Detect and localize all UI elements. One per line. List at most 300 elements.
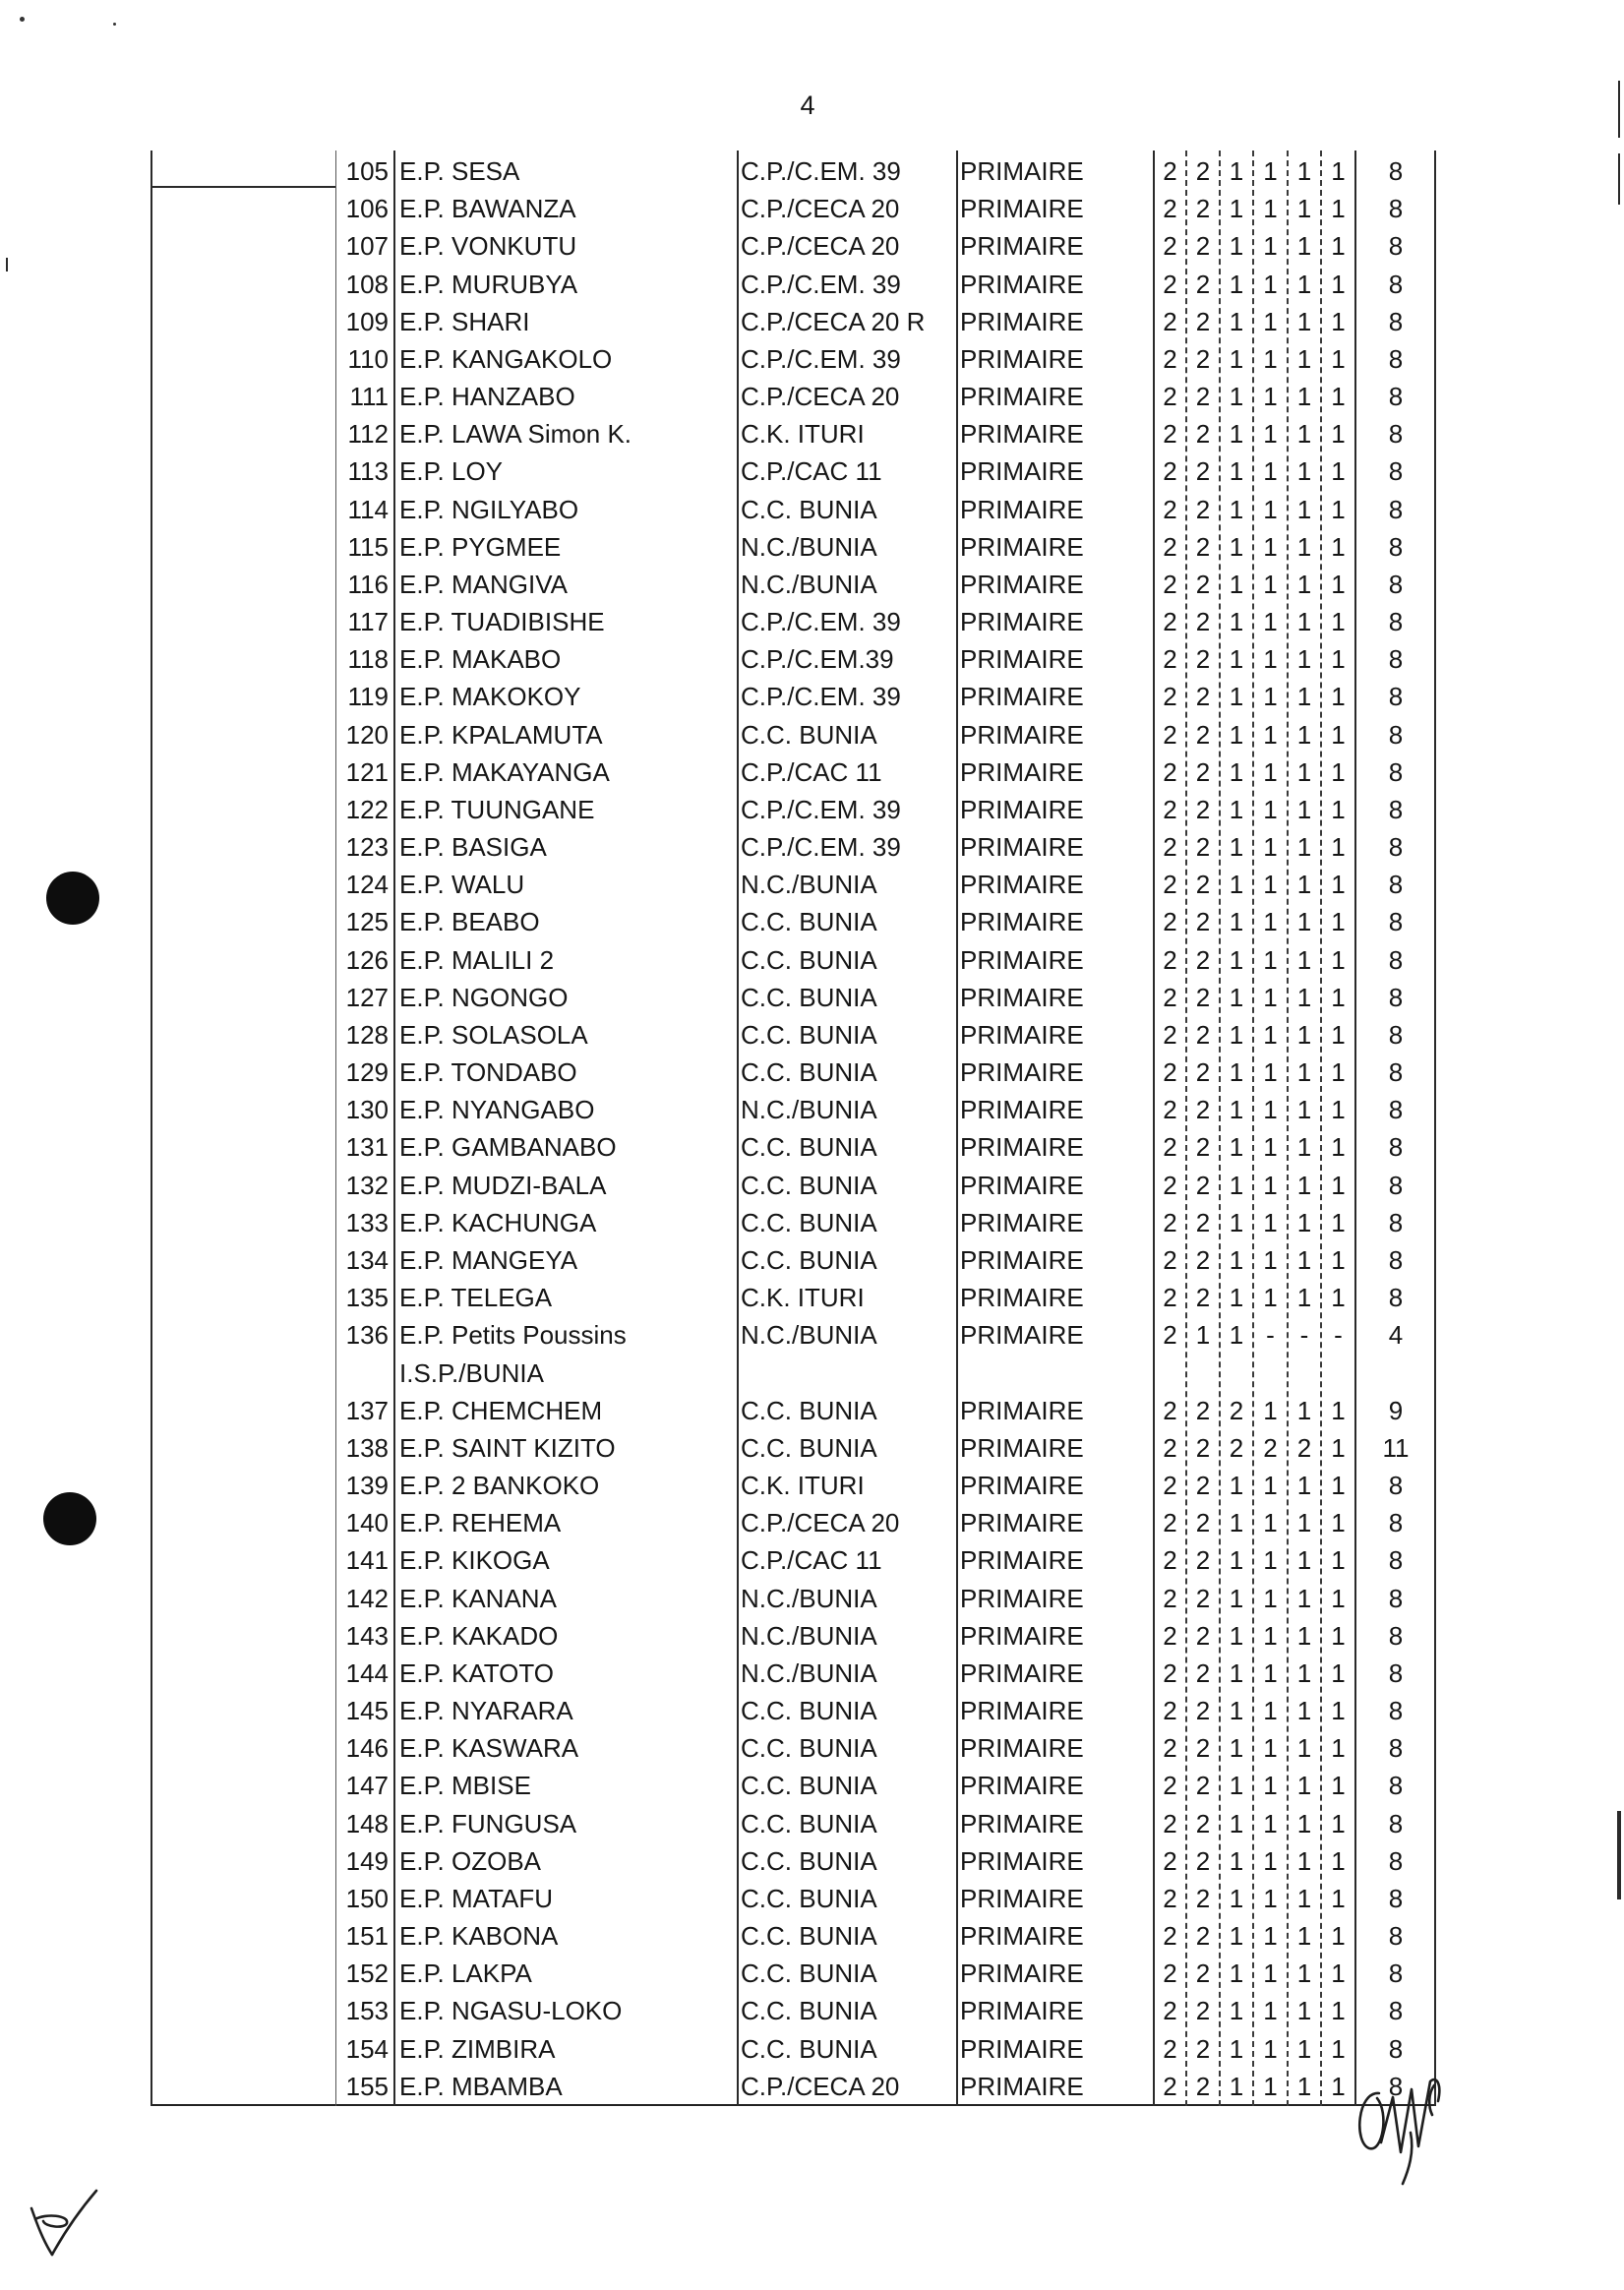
blank-cell xyxy=(150,791,335,828)
level-count: 2 xyxy=(1195,306,1211,336)
level-count: 2 xyxy=(1163,1921,1177,1952)
level-count: 1 xyxy=(1229,1283,1244,1313)
level-count: 1 xyxy=(1331,832,1346,863)
blank-cell xyxy=(150,1955,335,1992)
school-name-cell xyxy=(394,716,738,753)
school-type: PRIMAIRE xyxy=(960,907,1084,937)
level-count: 1 xyxy=(1331,269,1346,299)
school-name-cell xyxy=(394,1880,738,1917)
network-code: C.C. BUNIA xyxy=(741,494,877,524)
row-number: 117 xyxy=(347,607,389,637)
level-count: 1 xyxy=(1229,1170,1244,1200)
school-type: PRIMAIRE xyxy=(960,343,1084,374)
blank-cell xyxy=(150,941,335,979)
level-count: 1 xyxy=(1296,269,1312,299)
level-count: 1 xyxy=(1263,306,1278,336)
table-row xyxy=(150,303,1436,340)
school-name: E.P. ZIMBIRA xyxy=(399,2033,556,2064)
total-count: 8 xyxy=(1388,607,1404,637)
level-count: - xyxy=(1299,1320,1309,1351)
row-number: 124 xyxy=(345,870,389,900)
row-number: 106 xyxy=(345,194,389,224)
table-row xyxy=(150,340,1436,378)
network-code: C.P./CECA 20 xyxy=(741,231,900,262)
level-count: 2 xyxy=(1163,2071,1177,2101)
level-count: 2 xyxy=(1195,1771,1211,1801)
level-count: 2 xyxy=(1195,231,1211,262)
school-type: PRIMAIRE xyxy=(960,719,1084,750)
level-count: 1 xyxy=(1229,1545,1244,1576)
level-count: 1 xyxy=(1229,306,1244,336)
school-name-cell xyxy=(394,1392,738,1429)
level-count: 1 xyxy=(1331,794,1346,824)
row-number: 130 xyxy=(345,1095,389,1125)
level-count: 2 xyxy=(1195,1921,1211,1952)
level-count: 1 xyxy=(1296,1471,1312,1501)
level-count: 2 xyxy=(1163,194,1177,224)
level-count: 2 xyxy=(1195,382,1211,412)
blank-cell xyxy=(150,678,335,715)
school-name-cell xyxy=(394,528,738,566)
row-number: 147 xyxy=(345,1771,389,1801)
level-count: 2 xyxy=(1163,1583,1177,1613)
level-count: 1 xyxy=(1229,1959,1244,1989)
level-count: 1 xyxy=(1331,1019,1346,1050)
school-type: PRIMAIRE xyxy=(960,1771,1084,1801)
level-count: 2 xyxy=(1195,1620,1211,1651)
level-count: - xyxy=(1266,1320,1275,1351)
total-count: 8 xyxy=(1388,1283,1404,1313)
level-count: 2 xyxy=(1195,607,1211,637)
school-name-cell xyxy=(394,190,738,227)
level-count: 1 xyxy=(1229,2033,1244,2064)
school-type: PRIMAIRE xyxy=(960,1320,1084,1351)
level-count: 1 xyxy=(1263,644,1278,675)
level-count: 1 xyxy=(1331,1244,1346,1275)
level-count: 1 xyxy=(1296,982,1312,1012)
network-code: C.C. BUNIA xyxy=(741,1921,877,1952)
school-name: E.P. MALILI 2 xyxy=(399,944,555,975)
scan-edge-mark xyxy=(1618,153,1620,205)
level-count: 2 xyxy=(1163,1771,1177,1801)
total-count: 8 xyxy=(1388,231,1404,262)
level-count: 2 xyxy=(1163,494,1177,524)
level-count: 1 xyxy=(1229,870,1244,900)
table-row xyxy=(150,866,1436,903)
row-number: 114 xyxy=(347,494,389,524)
school-name: E.P. KATOTO xyxy=(399,1657,555,1688)
level-count: 1 xyxy=(1296,1170,1312,1200)
level-count: 2 xyxy=(1163,1996,1177,2026)
level-count: 1 xyxy=(1229,607,1244,637)
table-row xyxy=(150,1655,1436,1692)
level-count: 1 xyxy=(1331,194,1346,224)
level-count: 2 xyxy=(1163,719,1177,750)
row-number: 105 xyxy=(345,156,389,186)
network-code: C.C. BUNIA xyxy=(741,1808,877,1838)
total-count: 8 xyxy=(1388,1244,1404,1275)
table-row xyxy=(150,1842,1436,1880)
level-count: 1 xyxy=(1229,907,1244,937)
level-count: 1 xyxy=(1331,644,1346,675)
level-count: 1 xyxy=(1263,1883,1278,1913)
table-row xyxy=(150,227,1436,265)
network-code: C.P./CAC 11 xyxy=(741,756,882,787)
level-count: 1 xyxy=(1331,231,1346,262)
level-count: 1 xyxy=(1296,306,1312,336)
table-row xyxy=(150,152,1436,190)
level-count: 2 xyxy=(1195,569,1211,599)
row-number: 121 xyxy=(345,756,389,787)
level-count: 1 xyxy=(1229,794,1244,824)
row-number: 116 xyxy=(347,569,389,599)
level-count: 1 xyxy=(1331,306,1346,336)
network-code: N.C./BUNIA xyxy=(741,1320,877,1351)
row-number: 120 xyxy=(345,719,389,750)
level-count: 1 xyxy=(1296,794,1312,824)
level-count: 1 xyxy=(1296,644,1312,675)
total-count: 8 xyxy=(1388,306,1404,336)
network-code: N.C./BUNIA xyxy=(741,1620,877,1651)
school-name-cell xyxy=(394,1128,738,1166)
school-name: E.P. MATAFU xyxy=(399,1883,554,1913)
blank-cell xyxy=(150,1917,335,1955)
school-name: E.P. NGILYABO xyxy=(399,494,579,524)
punch-hole xyxy=(46,872,99,925)
level-count: 1 xyxy=(1296,1057,1312,1088)
school-name-cell xyxy=(394,340,738,378)
level-count: 2 xyxy=(1263,1432,1278,1463)
school-name: E.P. LAKPA xyxy=(399,1959,532,1989)
level-count: 1 xyxy=(1296,832,1312,863)
level-count: 1 xyxy=(1263,1808,1278,1838)
level-count: 2 xyxy=(1163,1019,1177,1050)
level-count: 2 xyxy=(1195,494,1211,524)
level-count: 1 xyxy=(1331,1657,1346,1688)
level-count: 1 xyxy=(1229,1657,1244,1688)
network-code: C.C. BUNIA xyxy=(741,1883,877,1913)
level-count: 2 xyxy=(1163,569,1177,599)
table-row xyxy=(150,566,1436,603)
level-count: 1 xyxy=(1229,1132,1244,1163)
school-name-cell xyxy=(394,266,738,303)
school-name-cell xyxy=(394,1617,738,1655)
level-count: 1 xyxy=(1263,1170,1278,1200)
level-count: 1 xyxy=(1229,832,1244,863)
blank-cell xyxy=(150,491,335,528)
total-count: 4 xyxy=(1388,1320,1404,1351)
total-count: 8 xyxy=(1388,269,1404,299)
level-count: 1 xyxy=(1331,2033,1346,2064)
school-name-cell xyxy=(394,491,738,528)
level-count: 1 xyxy=(1331,156,1346,186)
blank-cell xyxy=(150,603,335,640)
level-count: 2 xyxy=(1229,1395,1244,1425)
level-count: 1 xyxy=(1229,1095,1244,1125)
network-code: C.C. BUNIA xyxy=(741,1395,877,1425)
school-type: PRIMAIRE xyxy=(960,194,1084,224)
level-count: 2 xyxy=(1163,156,1177,186)
level-count: 1 xyxy=(1296,1583,1312,1613)
school-name-cell xyxy=(394,227,738,265)
level-count: 1 xyxy=(1296,1657,1312,1688)
level-count: 1 xyxy=(1296,1207,1312,1237)
level-count: 1 xyxy=(1331,756,1346,787)
school-name-cell xyxy=(394,1504,738,1541)
level-count: 1 xyxy=(1263,1283,1278,1313)
level-count: 1 xyxy=(1331,343,1346,374)
level-count: 1 xyxy=(1263,2033,1278,2064)
school-name: E.P. MBISE xyxy=(399,1771,531,1801)
school-name-cell xyxy=(394,1955,738,1992)
blank-cell xyxy=(150,1016,335,1054)
school-name-cell xyxy=(394,303,738,340)
row-number: 146 xyxy=(345,1733,389,1764)
network-code: C.K. ITURI xyxy=(741,419,865,450)
level-count: 1 xyxy=(1296,1620,1312,1651)
school-name: E.P. KAKADO xyxy=(399,1620,559,1651)
table-row xyxy=(150,2030,1436,2068)
level-count: - xyxy=(1334,1320,1343,1351)
table-row xyxy=(150,1241,1436,1279)
school-type: PRIMAIRE xyxy=(960,1620,1084,1651)
total-count: 8 xyxy=(1388,719,1404,750)
blank-cell xyxy=(150,1054,335,1091)
level-count: 1 xyxy=(1296,1808,1312,1838)
total-count: 8 xyxy=(1388,832,1404,863)
school-type: PRIMAIRE xyxy=(960,607,1084,637)
level-count: 2 xyxy=(1163,306,1177,336)
network-code: C.C. BUNIA xyxy=(741,2033,877,2064)
row-number: 128 xyxy=(345,1019,389,1050)
level-count: 1 xyxy=(1263,1657,1278,1688)
school-name: E.P. GAMBANABO xyxy=(399,1132,617,1163)
school-type: PRIMAIRE xyxy=(960,1395,1084,1425)
school-type: PRIMAIRE xyxy=(960,531,1084,562)
level-count: 1 xyxy=(1296,194,1312,224)
level-count: 1 xyxy=(1296,1921,1312,1952)
level-count: 1 xyxy=(1331,1845,1346,1876)
level-count: 1 xyxy=(1331,1170,1346,1200)
level-count: 1 xyxy=(1296,907,1312,937)
total-count: 8 xyxy=(1388,1959,1404,1989)
total-count: 8 xyxy=(1388,456,1404,487)
school-type: PRIMAIRE xyxy=(960,756,1084,787)
school-name-cell xyxy=(394,941,738,979)
school-type: PRIMAIRE xyxy=(960,1583,1084,1613)
table-row xyxy=(150,1279,1436,1316)
level-count: 2 xyxy=(1195,1545,1211,1576)
level-count: 1 xyxy=(1331,1583,1346,1613)
total-count: 8 xyxy=(1388,1883,1404,1913)
level-count: 2 xyxy=(1195,531,1211,562)
level-count: 2 xyxy=(1163,832,1177,863)
level-count: 1 xyxy=(1229,231,1244,262)
school-type: PRIMAIRE xyxy=(960,944,1084,975)
level-count: 1 xyxy=(1296,1883,1312,1913)
table-row xyxy=(150,378,1436,415)
school-name-cell xyxy=(394,1655,738,1692)
level-count: 1 xyxy=(1229,343,1244,374)
level-count: 2 xyxy=(1195,794,1211,824)
total-count: 8 xyxy=(1388,531,1404,562)
level-count: 1 xyxy=(1229,1808,1244,1838)
network-code: C.C. BUNIA xyxy=(741,1959,877,1989)
level-count: 1 xyxy=(1331,419,1346,450)
row-number: 142 xyxy=(345,1583,389,1613)
level-count: 1 xyxy=(1296,343,1312,374)
level-count: 1 xyxy=(1263,1207,1278,1237)
level-count: 2 xyxy=(1195,1996,1211,2026)
network-code: C.C. BUNIA xyxy=(741,1696,877,1726)
level-count: 1 xyxy=(1331,682,1346,712)
level-count: 1 xyxy=(1331,1095,1346,1125)
school-name: E.P. MAKABO xyxy=(399,644,562,675)
level-count: 1 xyxy=(1263,1733,1278,1764)
table-row xyxy=(150,1316,1436,1391)
network-code: C.C. BUNIA xyxy=(741,982,877,1012)
total-count: 8 xyxy=(1388,2071,1404,2101)
school-name-cell xyxy=(394,378,738,415)
school-type: PRIMAIRE xyxy=(960,1657,1084,1688)
school-name: E.P. MAKAYANGA xyxy=(399,756,610,787)
school-name: E.P. VONKUTU xyxy=(399,231,577,262)
level-count: 1 xyxy=(1229,382,1244,412)
school-type: PRIMAIRE xyxy=(960,682,1084,712)
level-count: 2 xyxy=(1195,2071,1211,2101)
level-count: 1 xyxy=(1331,1432,1346,1463)
school-type: PRIMAIRE xyxy=(960,306,1084,336)
level-count: 1 xyxy=(1263,2071,1278,2101)
blank-cell xyxy=(150,2068,335,2105)
level-count: 1 xyxy=(1263,456,1278,487)
school-name: E.P. SHARI xyxy=(399,306,530,336)
level-count: 2 xyxy=(1195,1883,1211,1913)
row-number: 136 xyxy=(345,1320,389,1351)
blank-cell xyxy=(150,452,335,490)
level-count: 1 xyxy=(1263,382,1278,412)
level-count: 1 xyxy=(1296,1545,1312,1576)
level-count: 2 xyxy=(1195,644,1211,675)
total-count: 8 xyxy=(1388,644,1404,675)
level-count: 2 xyxy=(1163,1057,1177,1088)
school-name-cell xyxy=(394,2068,738,2105)
school-name-continuation: I.S.P./BUNIA xyxy=(399,1357,544,1388)
level-count: 2 xyxy=(1163,682,1177,712)
row-number: 129 xyxy=(345,1057,389,1088)
level-count: 2 xyxy=(1163,1845,1177,1876)
network-code: C.P./CECA 20 xyxy=(741,382,900,412)
blank-cell xyxy=(150,152,335,190)
level-count: 1 xyxy=(1263,194,1278,224)
level-count: 2 xyxy=(1163,1545,1177,1576)
table-row xyxy=(150,828,1436,866)
level-count: 1 xyxy=(1296,1771,1312,1801)
level-count: 1 xyxy=(1296,1095,1312,1125)
level-count: 1 xyxy=(1296,1283,1312,1313)
table-row xyxy=(150,753,1436,791)
table-row xyxy=(150,979,1436,1016)
level-count: 1 xyxy=(1263,982,1278,1012)
blank-cell xyxy=(150,227,335,265)
table-row xyxy=(150,1917,1436,1955)
school-name: E.P. 2 BANKOKO xyxy=(399,1471,600,1501)
table-row xyxy=(150,1504,1436,1541)
level-count: 1 xyxy=(1229,682,1244,712)
network-code: C.C. BUNIA xyxy=(741,1733,877,1764)
scan-edge-mark xyxy=(1618,81,1620,138)
level-count: 1 xyxy=(1296,569,1312,599)
blank-cell xyxy=(150,828,335,866)
level-count: 2 xyxy=(1163,644,1177,675)
row-number: 145 xyxy=(345,1696,389,1726)
blank-cell xyxy=(150,1279,335,1316)
level-count: 1 xyxy=(1263,1620,1278,1651)
level-count: 1 xyxy=(1331,1696,1346,1726)
level-count: 1 xyxy=(1331,607,1346,637)
row-number: 137 xyxy=(345,1395,389,1425)
level-count: 1 xyxy=(1229,494,1244,524)
school-type: PRIMAIRE xyxy=(960,1883,1084,1913)
level-count: 1 xyxy=(1229,1883,1244,1913)
school-type: PRIMAIRE xyxy=(960,494,1084,524)
total-count: 8 xyxy=(1388,907,1404,937)
row-number: 125 xyxy=(345,907,389,937)
level-count: 1 xyxy=(1263,1545,1278,1576)
total-count: 8 xyxy=(1388,1733,1404,1764)
level-count: 2 xyxy=(1195,1733,1211,1764)
row-number: 108 xyxy=(345,269,389,299)
level-count: 1 xyxy=(1229,1207,1244,1237)
network-code: C.K. ITURI xyxy=(741,1283,865,1313)
network-code: C.C. BUNIA xyxy=(741,1771,877,1801)
school-name: E.P. NYARARA xyxy=(399,1696,573,1726)
network-code: C.P./C.EM.39 xyxy=(741,644,894,675)
row-number: 135 xyxy=(345,1283,389,1313)
school-name: E.P. NGASU-LOKO xyxy=(399,1996,623,2026)
level-count: 1 xyxy=(1229,982,1244,1012)
school-name-cell xyxy=(394,152,738,190)
level-count: 2 xyxy=(1163,982,1177,1012)
level-count: 1 xyxy=(1331,1771,1346,1801)
level-count: 1 xyxy=(1263,607,1278,637)
school-type: PRIMAIRE xyxy=(960,1057,1084,1088)
level-count: 1 xyxy=(1263,569,1278,599)
network-code: C.C. BUNIA xyxy=(741,1019,877,1050)
level-count: 1 xyxy=(1229,1471,1244,1501)
total-count: 8 xyxy=(1388,982,1404,1012)
level-count: 1 xyxy=(1296,1959,1312,1989)
level-count: 2 xyxy=(1163,1657,1177,1688)
level-count: 2 xyxy=(1163,1508,1177,1538)
row-number: 154 xyxy=(345,2033,389,2064)
school-type: PRIMAIRE xyxy=(960,1733,1084,1764)
network-code: C.C. BUNIA xyxy=(741,1170,877,1200)
level-count: 2 xyxy=(1163,531,1177,562)
level-count: 2 xyxy=(1163,1095,1177,1125)
blank-cell xyxy=(150,190,335,227)
level-count: 1 xyxy=(1263,1959,1278,1989)
level-count: 1 xyxy=(1331,1921,1346,1952)
school-name: E.P. CHEMCHEM xyxy=(399,1395,603,1425)
blank-cell xyxy=(150,903,335,940)
level-count: 1 xyxy=(1296,756,1312,787)
total-count: 8 xyxy=(1388,1996,1404,2026)
total-count: 8 xyxy=(1388,1771,1404,1801)
school-name-cell xyxy=(394,1805,738,1842)
school-type: PRIMAIRE xyxy=(960,1019,1084,1050)
total-count: 8 xyxy=(1388,2033,1404,2064)
